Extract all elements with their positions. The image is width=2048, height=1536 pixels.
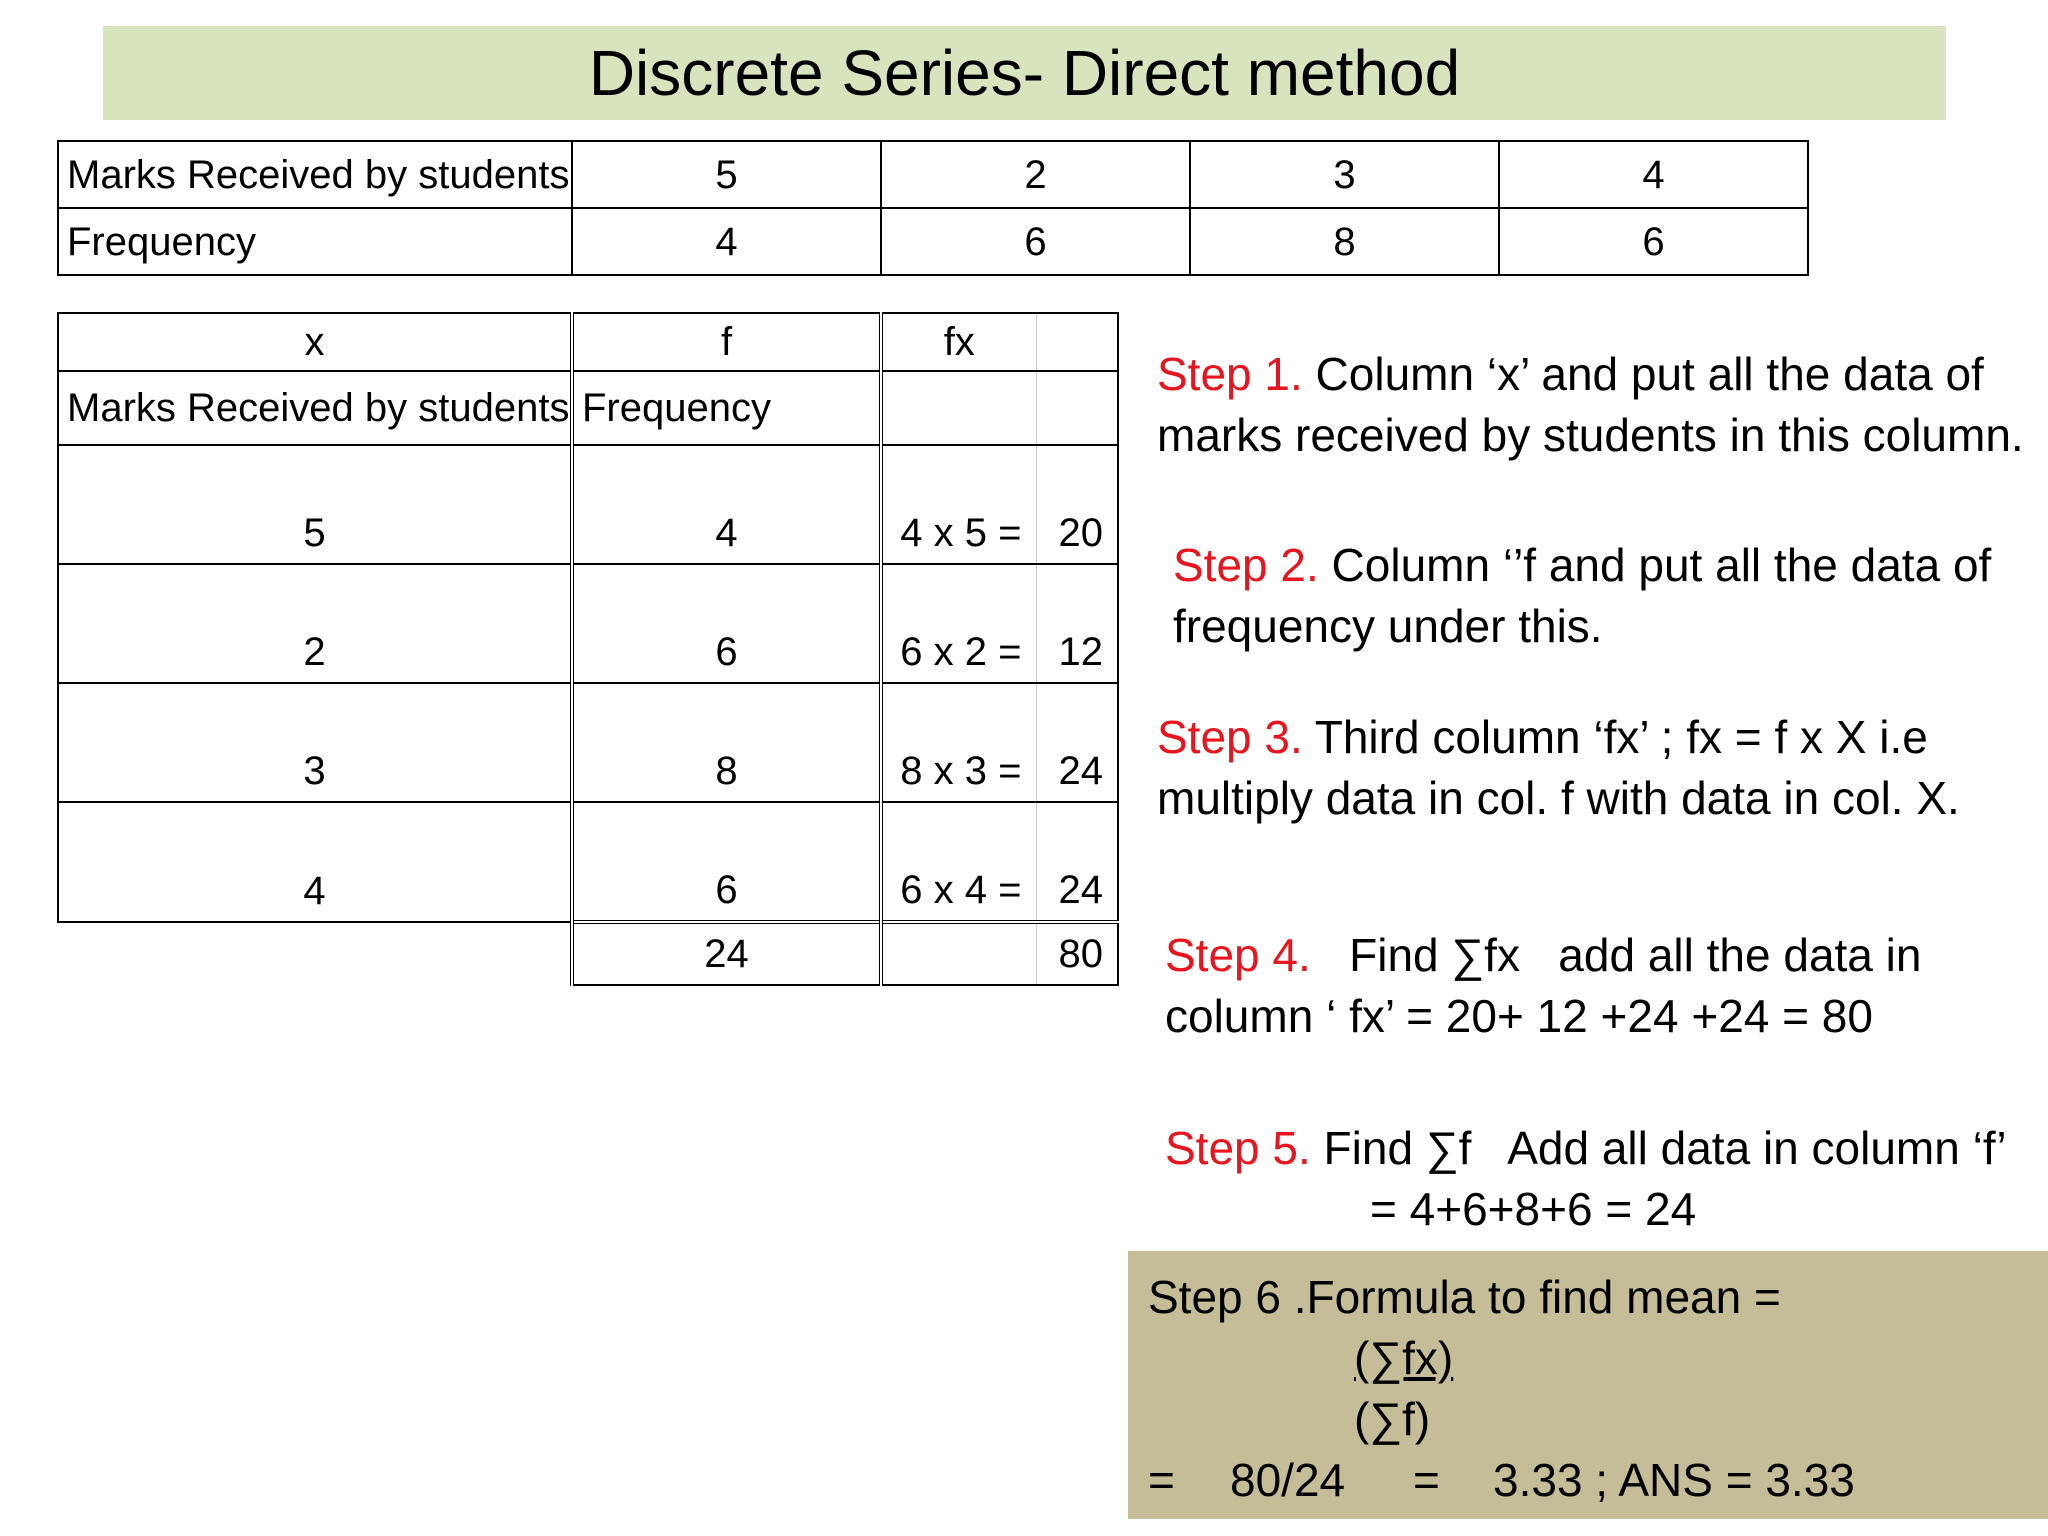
table-row xyxy=(58,141,1808,208)
data-table xyxy=(57,140,1809,276)
step-4 xyxy=(1165,925,2035,1047)
table-cell: 3 xyxy=(1190,141,1499,208)
cell-fx: 12 xyxy=(1036,564,1118,683)
row-label-marks: Marks Received by students xyxy=(58,141,572,208)
table-cell: 4 xyxy=(572,208,881,275)
cell-x: 2 xyxy=(58,564,572,683)
cell-product: 8 x 3 = xyxy=(881,683,1036,802)
label-frequency: Frequency xyxy=(572,371,881,445)
calculation-table xyxy=(57,312,1119,986)
cell-x: 4 xyxy=(58,802,572,922)
table-header-row xyxy=(58,313,1118,371)
step-5-sum: = 4+6+8+6 = 24 xyxy=(1370,1183,1697,1235)
header-f: f xyxy=(572,313,881,371)
label-blank xyxy=(1036,371,1118,445)
header-blank xyxy=(1036,313,1118,371)
step-3-text: Third column ‘fx’ ; fx = f x X i.e multiply data in col. f with data in col. X. xyxy=(1157,711,1960,824)
cell-fx: 24 xyxy=(1036,683,1118,802)
table-cell: 2 xyxy=(881,141,1190,208)
step-2 xyxy=(1173,535,2033,657)
formula-fraction: 80/24 xyxy=(1230,1454,1346,1506)
step-2-label: Step 2. xyxy=(1173,539,1319,591)
step-5-text: Find ∑f Add all data in column ‘f’ xyxy=(1310,1122,2007,1174)
cell-x: 3 xyxy=(58,683,572,802)
table-cell: 5 xyxy=(572,141,881,208)
cell-product: 6 x 2 = xyxy=(881,564,1036,683)
formula-box xyxy=(1128,1251,2048,1519)
header-fx: fx xyxy=(881,313,1036,371)
cell-product: 6 x 4 = xyxy=(881,802,1036,922)
table-row xyxy=(58,445,1118,564)
step-1-text: Column ‘x’ and put all the data of marks received by students in this column. xyxy=(1157,348,2024,461)
table-cell: 8 xyxy=(1190,208,1499,275)
table-row xyxy=(58,208,1808,275)
step-4-label: Step 4. xyxy=(1165,929,1311,981)
cell-f: 6 xyxy=(572,564,881,683)
step-3-label: Step 3. xyxy=(1157,711,1303,763)
total-blank xyxy=(58,922,572,985)
table-row xyxy=(58,564,1118,683)
equals-sign: = xyxy=(1148,1454,1175,1506)
table-cell: 6 xyxy=(1499,208,1808,275)
table-cell: 4 xyxy=(1499,141,1808,208)
total-row xyxy=(58,922,1118,985)
step-5-line-2 xyxy=(1165,1179,2045,1240)
step-6-line-1 xyxy=(1148,1267,1781,1328)
table-row xyxy=(58,802,1118,922)
step-5-label: Step 5. xyxy=(1165,1122,1311,1174)
cell-f: 4 xyxy=(572,445,881,564)
equals-sign: = xyxy=(1413,1454,1440,1506)
cell-fx: 24 xyxy=(1036,802,1118,922)
step-1-label: Step 1. xyxy=(1157,348,1303,400)
step-5-line-1 xyxy=(1165,1118,2045,1179)
step-3 xyxy=(1157,707,2037,829)
step-4-text: Find ∑fx add all the data in column ‘ fx’ = 20+ 12 +24 +24 = 80 xyxy=(1165,929,1935,1042)
cell-fx: 20 xyxy=(1036,445,1118,564)
formula-result-line xyxy=(1148,1450,1855,1511)
step-1 xyxy=(1157,344,2037,466)
step-6-text: .Formula to find mean = xyxy=(1281,1271,1781,1323)
header-x: x xyxy=(58,313,572,371)
cell-f: 6 xyxy=(572,802,881,922)
cell-x: 5 xyxy=(58,445,572,564)
table-label-row xyxy=(58,371,1118,445)
formula-numerator: (∑fx) xyxy=(1354,1332,1454,1384)
total-product-blank xyxy=(881,922,1036,985)
cell-f: 8 xyxy=(572,683,881,802)
formula-answer: 3.33 ; ANS = 3.33 xyxy=(1493,1454,1855,1506)
cell-product: 4 x 5 = xyxy=(881,445,1036,564)
step-5 xyxy=(1165,1118,2045,1240)
label-marks: Marks Received by students xyxy=(58,371,572,445)
page-title: Discrete Series- Direct method xyxy=(103,26,1946,120)
total-f: 24 xyxy=(572,922,881,985)
step-2-text: Column ‘’f and put all the data of frequency under this. xyxy=(1173,539,1992,652)
step-6-label: Step 6 xyxy=(1148,1271,1281,1323)
total-fx: 80 xyxy=(1036,922,1118,985)
label-blank xyxy=(881,371,1036,445)
table-row xyxy=(58,683,1118,802)
row-label-frequency: Frequency xyxy=(58,208,572,275)
table-cell: 6 xyxy=(881,208,1190,275)
formula-denominator: (∑f) xyxy=(1354,1393,1431,1445)
